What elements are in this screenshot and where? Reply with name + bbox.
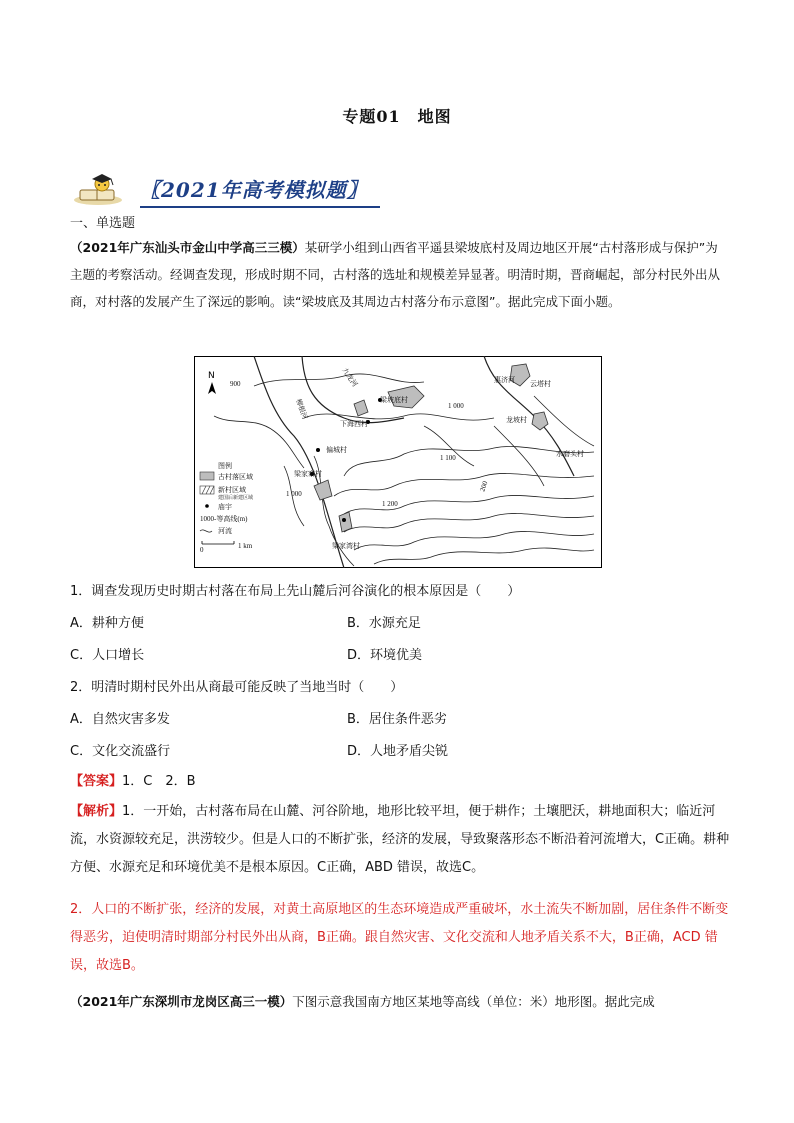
question-stem-1: [70, 234, 730, 315]
jiulong-river-label: 九龙河: [340, 366, 359, 389]
q1-option-b: B．水源充足: [347, 616, 421, 631]
contour-900: 900: [230, 380, 241, 388]
legend-title: 图例: [218, 462, 232, 470]
analysis-text-1: 1．一开始，古村落布局在山麓、河谷阶地，地形比较平坦，便于耕作；土壤肥沃，耕地面积大；临近河流，水资源较充足，洪涝较少。但是人口的不断扩张，经济的发展，导致聚落形态不断沿着河流增大，C正确。耕种方便、水源充足和环境优美不是根本原因。C正确，ABD 错误，故选C。: [70, 804, 730, 875]
contour-200: 200: [478, 480, 490, 493]
legend-new-sub: 建国后新建区域: [218, 496, 254, 501]
legend-scale-1: 1 km: [238, 542, 253, 550]
banner-underline: [140, 206, 380, 208]
north-label: N: [208, 371, 215, 381]
map-legend: [196, 460, 280, 554]
legend-river: 河流: [218, 527, 232, 535]
question-source-1: （2021年广东汕头市金山中学高三三模）: [70, 240, 305, 255]
page-title: 专题01 地图: [342, 107, 452, 126]
q2-option-b: B．居住条件恶劣: [347, 712, 447, 727]
q1-option-c: C．人口增长: [70, 648, 145, 663]
contour-1200: 1 200: [382, 500, 398, 508]
analysis-text-2: 2．人口的不断扩张，经济的发展，对黄土高原地区的生态环境造成严重破坏，水土流失不断加剧，居住条件不断变得恶劣，迫使明清时期部分村民外出从商，B正确。跟自然灾害、文化交流和人地矛盾关系不大，B正确，ACD 错误，故选B。: [70, 902, 729, 973]
question-text-1: 某研学小组到山西省平遥县梁坡底村及周边地区开展“古村落形成与保护”为主题的考察活动。经调查发现，形成时期不同，古村落的选址和规模差异显著。明清时期，晋商崛起，部分村民外出从商，对村落的发展产生了深远的影响。读“梁坡底及其周边古村落分布示意图”。据此完成下面小题。: [70, 240, 721, 309]
question-2: 2．明清时期村民外出从商最可能反映了当地当时（ ）: [70, 680, 404, 695]
graduate-reading-icon: [70, 172, 128, 206]
analysis-2: [70, 896, 730, 980]
yunta-label: 云塔村: [530, 380, 551, 388]
section-heading: 一、单选题: [70, 216, 136, 231]
liugen-river-label: 柳根河: [294, 397, 309, 421]
liangjiawan-label: 梁家湾村: [332, 542, 360, 550]
section-banner: [70, 170, 390, 210]
banner-title: 〖2021年高考模拟题〗: [140, 178, 368, 202]
legend-temple: 庙宇: [218, 503, 232, 511]
legend-new: 新村区域: [218, 486, 246, 494]
legend-old: 古村落区域: [218, 473, 253, 481]
answer-text: 1．C 2．B: [122, 774, 196, 789]
question-stem-2: [70, 988, 730, 1015]
liangjiazhai-label: 梁家寨村: [294, 470, 322, 478]
contour-1000b: 1 000: [286, 490, 302, 498]
xiahaixi-label: 下海西村: [340, 420, 368, 428]
huijihe-label: 惠济河: [494, 376, 515, 384]
longpo-label: 龙坡村: [506, 416, 527, 424]
q1-option-d: D．环境优美: [347, 648, 423, 663]
question-1: 1．调查发现历史时期古村落在布局上先山麓后河谷演化的根本原因是（ ）: [70, 584, 521, 599]
question-source-2: （2021年广东深圳市龙岗区高三一模）: [70, 994, 293, 1009]
contour-1000a: 1 000: [448, 402, 464, 410]
answer-line: [70, 770, 196, 789]
contour-1100: 1 100: [440, 454, 456, 462]
analysis-1: [70, 798, 730, 882]
q2-option-c: C．文化交流盛行: [70, 744, 171, 759]
legend-scale-0: 0: [200, 546, 204, 554]
answer-label: 【答案】: [70, 774, 123, 789]
pianzhai-label: 偏城村: [326, 446, 347, 454]
q2-option-a: A．自然灾害多发: [70, 712, 170, 727]
legend-contour: 1000-等高线(m): [200, 515, 248, 523]
q1-option-a: A．耕种方便: [70, 616, 144, 631]
question-text-2: 下图示意我国南方地区某地等高线（单位：米）地形图。据此完成: [292, 994, 655, 1009]
village-distribution-map: [194, 356, 602, 568]
liangpodi-label: 梁坡底村: [380, 396, 408, 404]
analysis-label: 【解析】: [70, 804, 123, 819]
shuimotou-label: 水磨头村: [556, 450, 584, 458]
q2-option-d: D．人地矛盾尖锐: [347, 744, 449, 759]
